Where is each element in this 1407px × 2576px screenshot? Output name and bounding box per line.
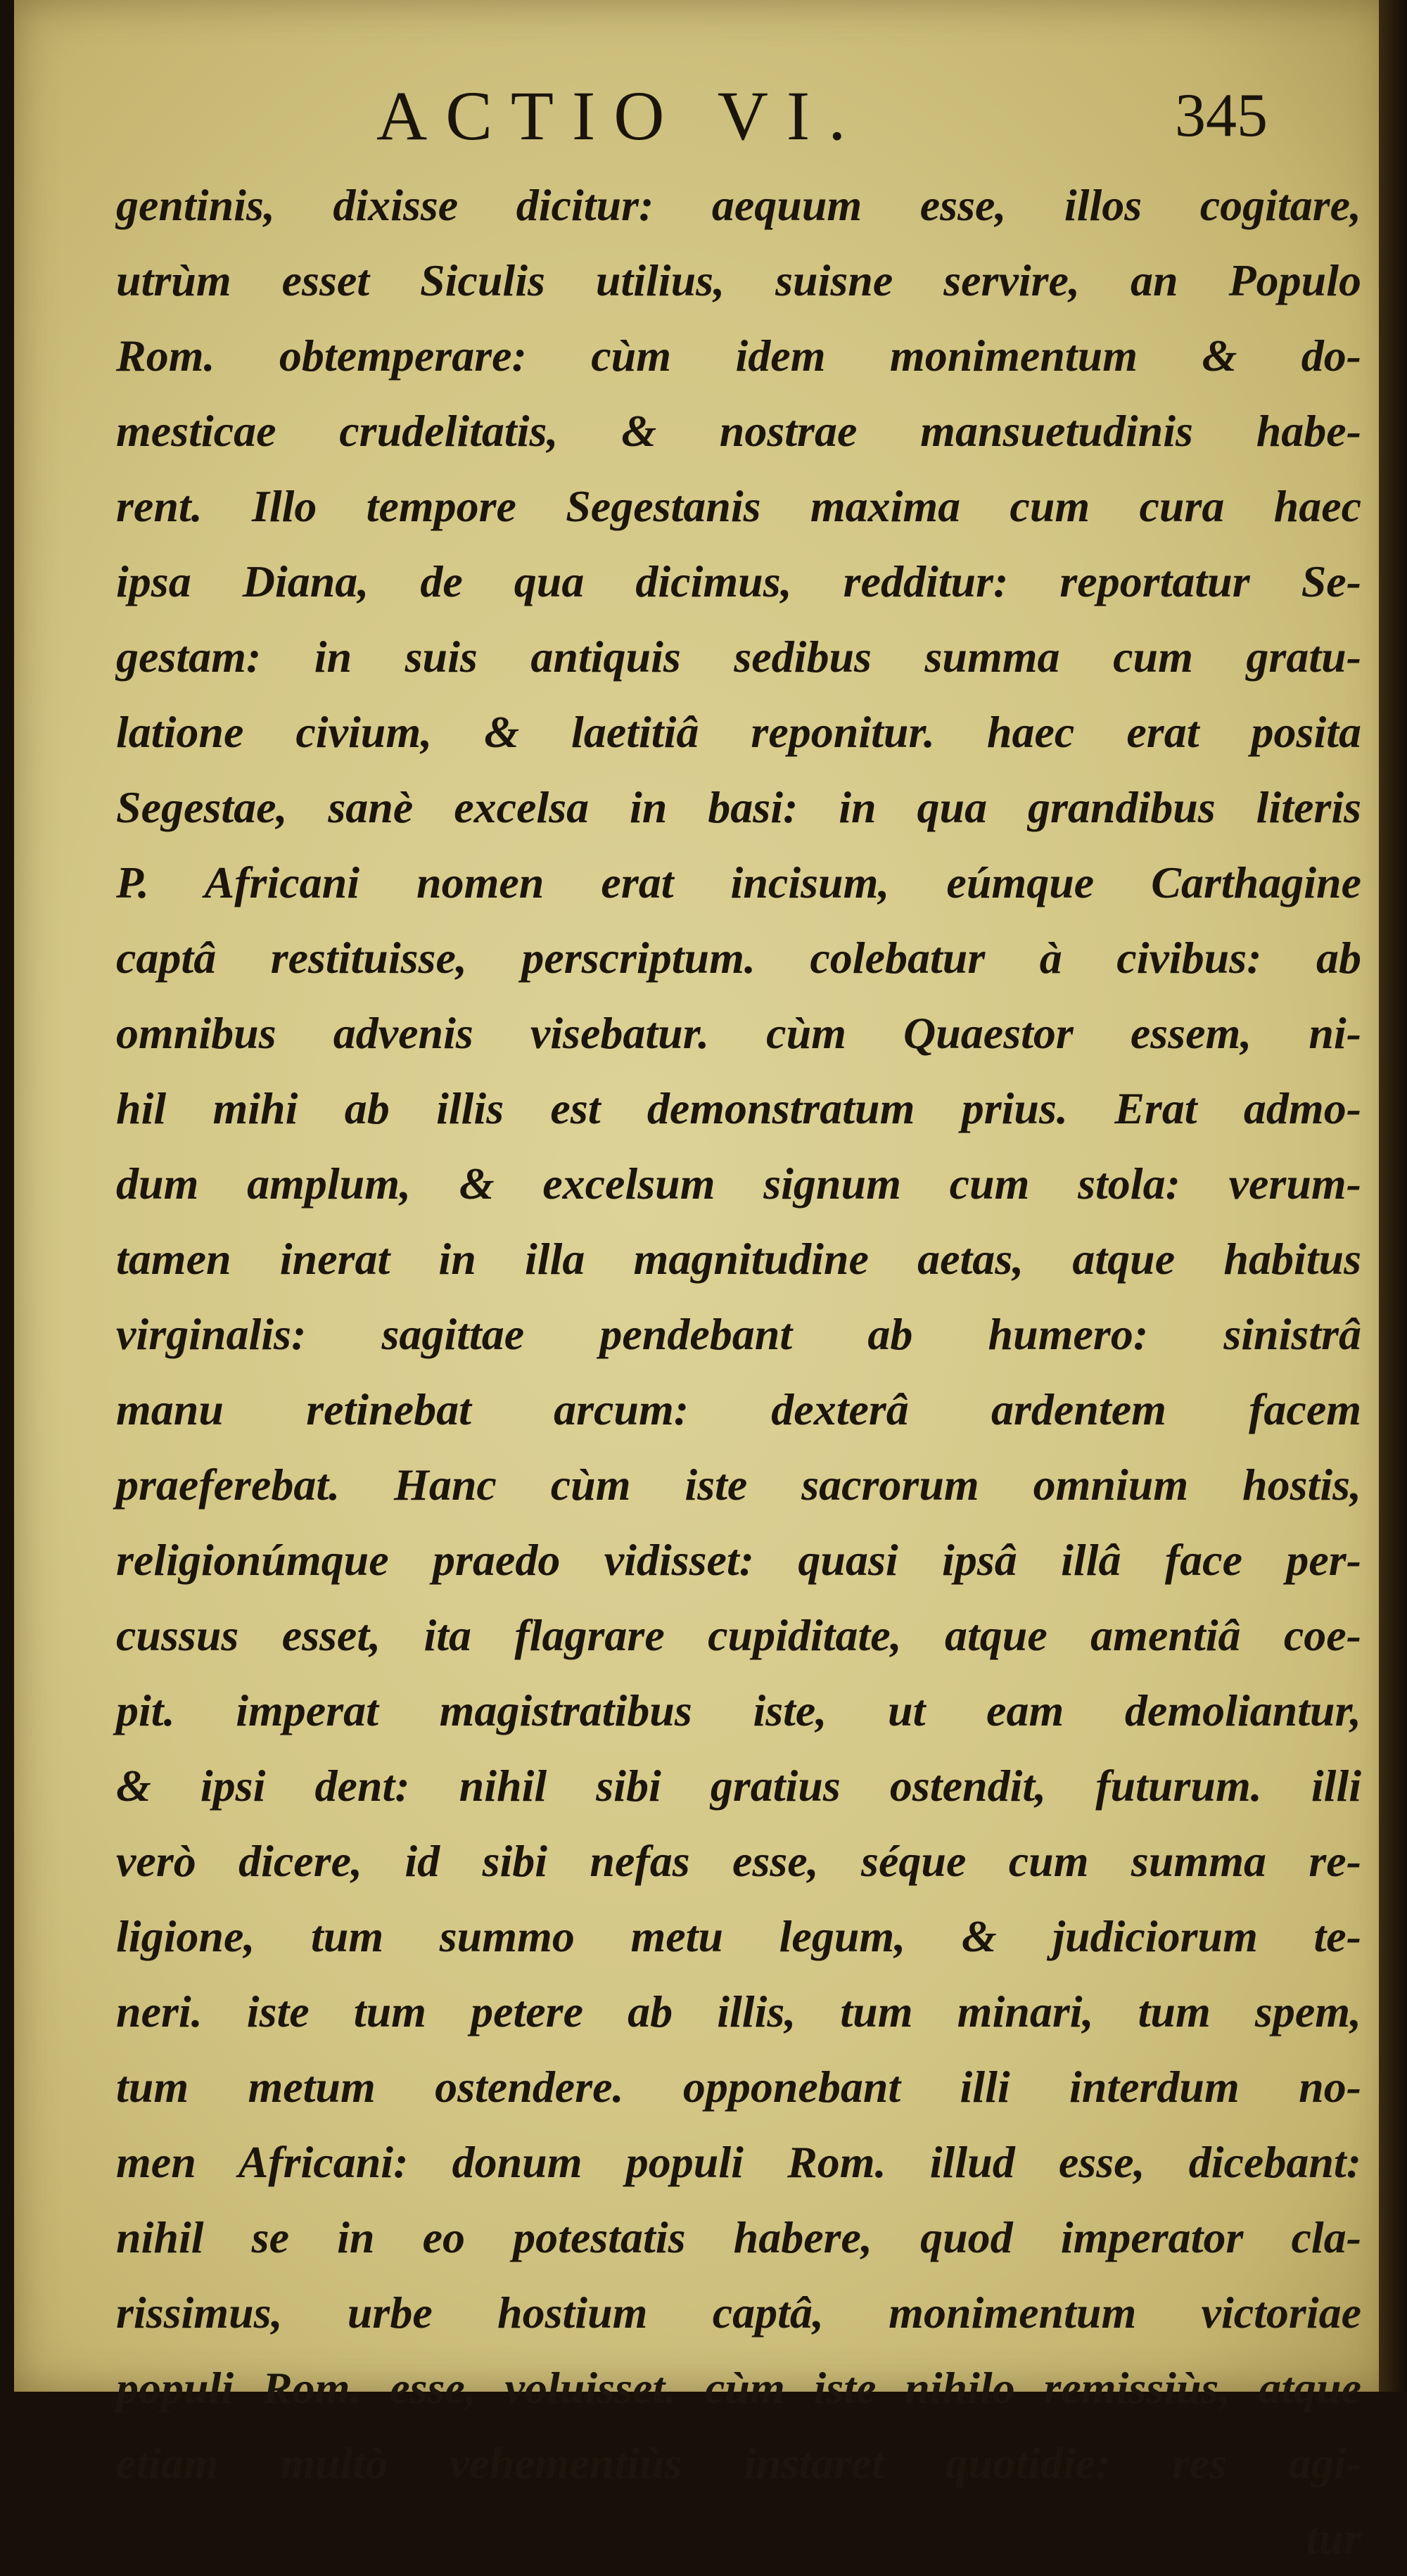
text-line: rent. Illo tempore Segestanis maxima cum cura haec — [116, 481, 1361, 531]
text-line: manu retinebat arcum: dexterâ ardentem facem — [116, 1384, 1361, 1434]
book-edge — [1379, 0, 1407, 2392]
text-line: ipsa Diana, de qua dicimus, redditur: reportatur Se- — [116, 556, 1361, 606]
text-line: P. Africani nomen erat incisum, eúmque Carthagine — [116, 857, 1361, 907]
text-line: Rom. obtemperare: cùm idem monimentum & do- — [116, 331, 1361, 381]
text-line: tur — [1306, 2513, 1361, 2563]
text-line: neri. iste tum petere ab illis, tum minari, tum spem, — [116, 1987, 1361, 2036]
page-header — [14, 70, 1393, 162]
text-line: captâ restituisse, perscriptum. colebatur à civibus: ab — [116, 933, 1361, 983]
text-line: & ipsi dent: nihil sibi gratius ostendit, futurum. illi — [116, 1761, 1361, 1811]
text-line: tamen inerat in illa magnitudine aetas, atque habitus — [116, 1234, 1361, 1284]
text-line: praeferebat. Hanc cùm iste sacrorum omnium hostis, — [116, 1460, 1361, 1510]
body-text — [116, 167, 1361, 2576]
text-line: latione civium, & laetitiâ reponitur. haec erat posita — [116, 707, 1361, 757]
text-line: Segestae, sanè excelsa in basi: in qua grandibus literis — [116, 782, 1361, 832]
text-line: omnibus advenis visebatur. cùm Quaestor essem, ni- — [116, 1008, 1361, 1058]
text-line: religionúmque praedo vidisset: quasi ipsâ illâ face per- — [116, 1535, 1361, 1585]
text-line: nihil se in eo potestatis habere, quod imperator cla- — [116, 2212, 1361, 2262]
text-line: verò dicere, id sibi nefas esse, séque cum summa re- — [116, 1836, 1361, 1886]
text-line: mesticae crudelitatis, & nostrae mansuetudinis habe- — [116, 406, 1361, 456]
text-line: rissimus, urbe hostium captâ, monimentum victoriae — [116, 2288, 1361, 2338]
text-line: men Africani: donum populi Rom. illud esse, dicebant: — [116, 2137, 1361, 2187]
text-line: tum metum ostendere. opponebant illi interdum no- — [116, 2062, 1361, 2112]
text-line: pit. imperat magistratibus iste, ut eam demoliantur, — [116, 1685, 1361, 1735]
text-line: hil mihi ab illis est demonstratum prius. Erat admo- — [116, 1083, 1361, 1133]
text-line: cussus esset, ita flagrare cupiditate, atque amentiâ coe- — [116, 1610, 1361, 1660]
text-line: etiam multò vehementiùs instaret quotidie: res agi- — [116, 2438, 1361, 2488]
text-line: ligione, tum summo metu legum, & judiciorum te- — [116, 1911, 1361, 1961]
book-page — [14, 0, 1393, 2563]
running-head: ACTIO VI. — [376, 77, 865, 155]
text-line: gestam: in suis antiquis sedibus summa cum gratu- — [116, 632, 1361, 682]
text-line: gentinis, dixisse dicitur: aequum esse, illos cogitare, — [116, 180, 1361, 230]
text-line: virginalis: sagittae pendebant ab humero: sinistrâ — [116, 1309, 1361, 1359]
text-line: dum amplum, & excelsum signum cum stola: verum- — [116, 1159, 1361, 1209]
text-line: utrùm esset Siculis utilius, suisne servire, an Populo — [116, 255, 1361, 305]
page-number: 345 — [1175, 82, 1268, 150]
text-line: populi Rom. esse, voluisset. cùm iste nihilo remissiùs, atque — [116, 2363, 1361, 2413]
